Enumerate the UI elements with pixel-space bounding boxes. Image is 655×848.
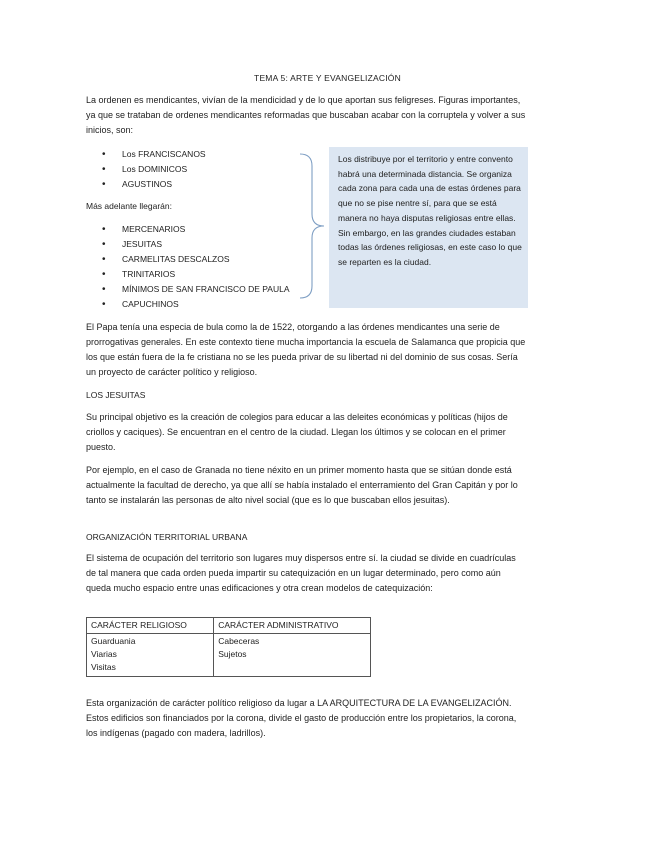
column-header: CARÁCTER ADMINISTRATIVO (214, 618, 371, 634)
table-cell (214, 634, 371, 677)
later-label: Más adelante llegarán: (86, 201, 173, 211)
bullet-icon: • (102, 179, 106, 190)
bullet-icon: • (102, 284, 106, 295)
bullet-icon: • (102, 239, 106, 250)
orders-later-list (86, 222, 290, 312)
list-item: • AGUSTINOS (102, 179, 173, 190)
list-item: • CARMELITAS DESCALZOS (102, 254, 230, 265)
list-item: • JESUITAS (102, 239, 162, 250)
bullet-icon: • (102, 224, 106, 235)
cell-item: Cabeceras (218, 636, 260, 646)
table-cell (87, 634, 214, 677)
list-item: • MÍNIMOS DE SAN FRANCISCO DE PAULA (102, 284, 290, 295)
note-text: Los distribuye por el territorio y entre convento habrá una determinada distancia. Se organiza cada zona para cada una de estas órdenes para que no se pise nentre sí, para que se está manera no haya disputas religiosas entre ellas. Sin embargo, en las grandes ciudades estaban todas las órdenes religiosas, en este caso lo que se reparten es la ciudad. (338, 154, 522, 267)
bullet-icon: • (102, 149, 106, 160)
table-header-row (87, 618, 371, 634)
page-title: TEMA 5: ARTE Y EVANGELIZACIÓN (254, 73, 401, 83)
cell-item: Visitas (91, 662, 116, 672)
cell-item: Sujetos (218, 649, 247, 659)
catequizacion-table (86, 617, 371, 677)
bullet-icon: • (102, 269, 106, 280)
list-item: • CAPUCHINOS (102, 299, 179, 310)
jesuitas-heading: LOS JESUITAS (86, 390, 146, 400)
list-item: • Los DOMINICOS (102, 164, 188, 175)
papa-paragraph: El Papa tenía una especia de bula como la de 1522, otorgando a las órdenes mendicantes una serie de prorrogativas generales. En este contexto tiene mucha importancia la escuela de Salamanca que propicia que los que están fuera de la fe cristiana no se les pueda privar de su libertad ni del dominio de sus cosas. Sería un proyecto de carácter político y religioso. (86, 322, 526, 377)
list-item: • Los FRANCISCANOS (102, 149, 206, 160)
granada-paragraph: Por ejemplo, en el caso de Granada no tiene néxito en un primer momento hasta que se sitúan donde está actualmente la facultad de derecho, ya que allí se había instalado el enterramiento del Gran Capitán y por lo tanto se instalarán las personas de alto nivel social (que es lo que buscaban ellos jesuitas). (86, 465, 518, 505)
jesuitas-paragraph: Su principal objetivo es la creación de colegios para educar a las deleites económicas y políticas (hijos de criollos y caciques). Se encuentran en el centro de la ciudad. Llegan los últimos y se colocan en el primer puesto. (86, 412, 508, 452)
cell-item: Viarias (91, 649, 117, 659)
orders-first-list (86, 147, 206, 192)
bullet-icon: • (102, 164, 106, 175)
bullet-icon: • (102, 254, 106, 265)
intro-paragraph: La ordenen es mendicantes, vivían de la mendicidad y de lo que aportan sus feligreses. Figuras importantes, ya que se trataban de ordenes mendicantes reformadas que buscaban acabar con la corruptela y volver a sus inicios, son: (86, 95, 526, 135)
cell-item: Guarduania (91, 636, 136, 646)
list-item: • TRINITARIOS (102, 269, 176, 280)
closing-paragraph: Esta organización de carácter político religioso da lugar a LA ARQUITECTURA DE LA EVANGELIZACIÓN. Estos edificios son financiados por la corona, divide el gasto de producción entre los propietarios, la corona, los indígenas (pagado con madera, ladrillos). (86, 698, 517, 738)
urbana-heading: ORGANIZACIÓN TERRITORIAL URBANA (86, 532, 248, 542)
curly-brace-icon (298, 152, 330, 300)
table-row (87, 634, 371, 677)
bullet-icon: • (102, 299, 106, 310)
distribution-note-box (329, 147, 528, 308)
urbana-paragraph: El sistema de ocupación del territorio son lugares muy dispersos entre sí. la ciudad se divide en cuadrículas de tal manera que cada orden pueda impartir su catequización en un lugar determinado, pero como aún queda mucho espacio entre unas edificaciones y otra crean modelos de catequización: (86, 553, 516, 593)
column-header: CARÁCTER RELIGIOSO (87, 618, 214, 634)
list-item: • MERCENARIOS (102, 224, 186, 235)
